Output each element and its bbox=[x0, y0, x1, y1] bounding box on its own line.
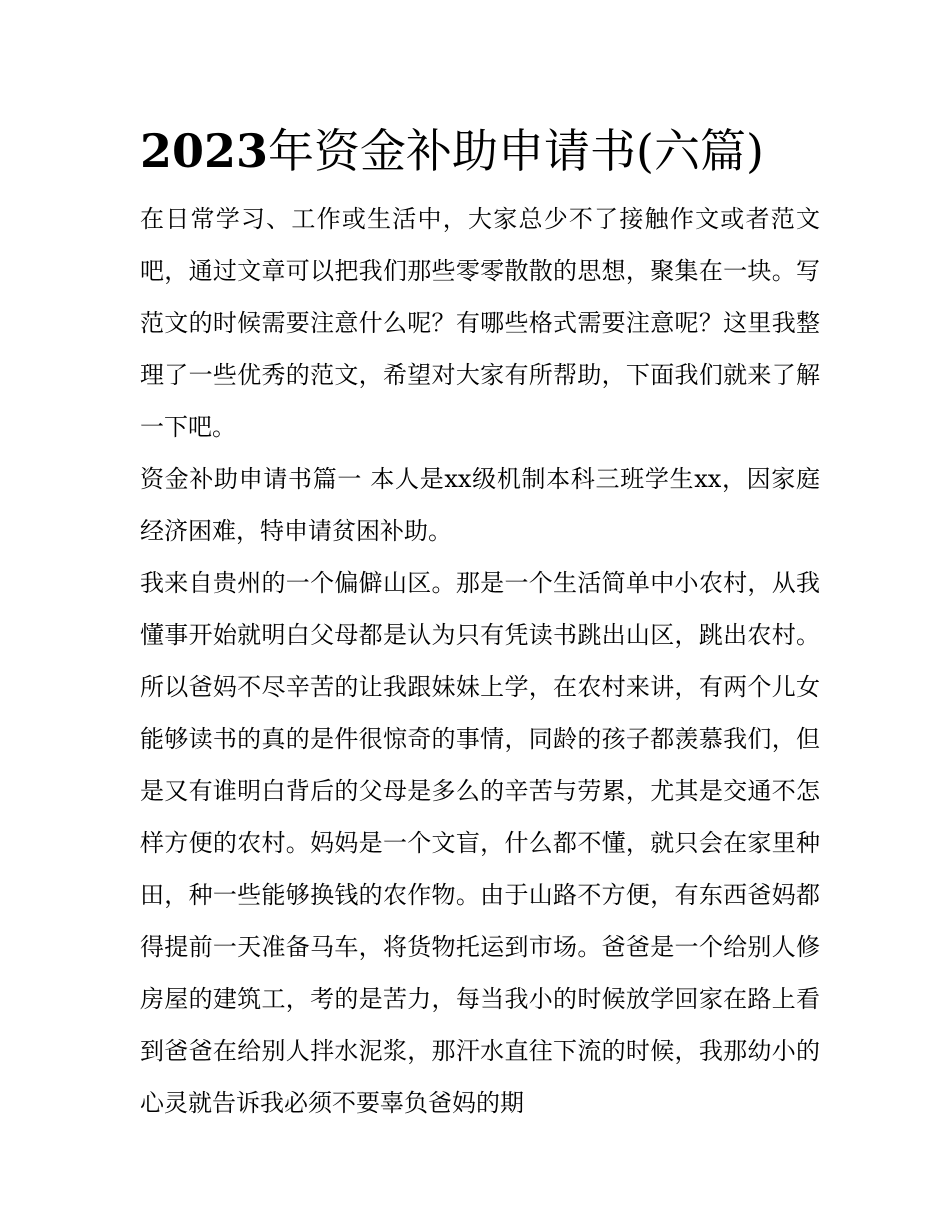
paragraph-section-one-intro: 资金补助申请书篇一 本人是xx级机制本科三班学生xx，因家庭经济困难，特申请贫困补助。 bbox=[140, 465, 820, 545]
document-body bbox=[140, 115, 820, 1129]
paragraph-intro: 在日常学习、工作或生活中，大家总少不了接触作文或者范文吧，通过文章可以把我们那些零零散散的思想，聚集在一块。写范文的时候需要注意什么呢？有哪些格式需要注意呢？这里我整理了一些优秀的范文，希望对大家有所帮助，下面我们就来了解一下吧。 bbox=[140, 205, 820, 441]
title-year: 2023 bbox=[140, 124, 269, 178]
title-text: 年资金补助申请书(六篇) bbox=[268, 124, 764, 178]
paragraph-family-background: 我来自贵州的一个偏僻山区。那是一个生活简单中小农村，从我懂事开始就明白父母都是认为只有凭读书跳出山区，跳出农村。所以爸妈不尽辛苦的让我跟妹妹上学，在农村来讲，有两个儿女能够读书的真的是件很惊奇的事情，同龄的孩子都羡慕我们，但是又有谁明白背后的父母是多么的辛苦与劳累，尤其是交通不怎样方便的农村。妈妈是一个文盲，什么都不懂，就只会在家里种田，种一些能够换钱的农作物。由于山路不方便，有东西爸妈都得提前一天准备马车，将货物托运到市场。爸爸是一个给别人修房屋的建筑工，考的是苦力，每当我小的时候放学回家在路上看到爸爸在给别人拌水泥浆，那汗水直往下流的时候，我那幼小的心灵就告诉我必须不要辜负爸妈的期 bbox=[140, 569, 820, 1117]
document-title bbox=[140, 115, 820, 187]
